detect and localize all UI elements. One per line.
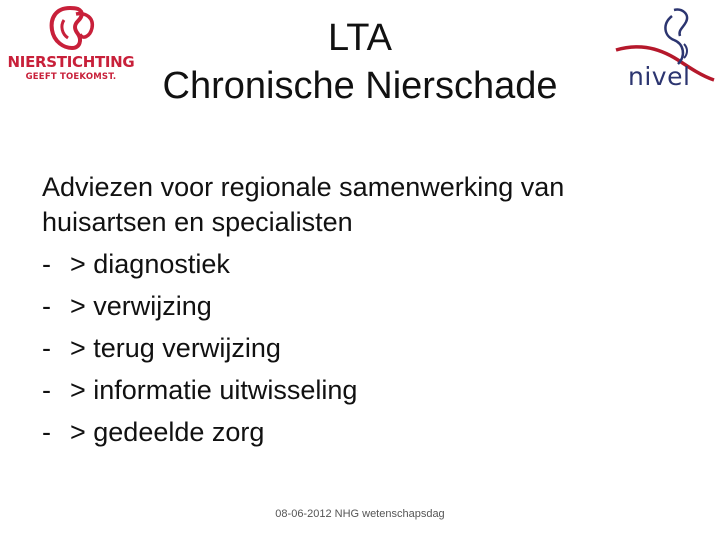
nierstichting-brand-text: NIERSTICHTING (7, 53, 135, 71)
slide-body (42, 170, 682, 453)
nierstichting-tagline: GEEFT TOEKOMST. (25, 72, 117, 82)
list-bullet: - (42, 291, 51, 321)
slide-title (100, 14, 620, 110)
list-item-text: > gedeelde zorg (70, 417, 265, 447)
list-bullet: - (42, 375, 51, 405)
list-bullet: - (42, 417, 51, 447)
slide-footer: 08-06-2012 NHG wetenschapsdag (275, 508, 445, 520)
list-item (42, 369, 682, 411)
list-item-text: > informatie uitwisseling (70, 375, 358, 405)
nivel-logo (612, 6, 716, 94)
list-item-text: > terug verwijzing (70, 333, 281, 363)
slide-title-line-2: Chronische Nierschade (162, 65, 558, 107)
list-bullet: - (42, 249, 51, 279)
nivel-brand-text: nivel (628, 62, 691, 91)
list-item-text: > diagnostiek (70, 249, 230, 279)
list-item (42, 411, 682, 453)
list-item (42, 243, 682, 285)
list-bullet: - (42, 333, 51, 363)
list-item-text: > verwijzing (70, 291, 212, 321)
slide-intro-text: Adviezen voor regionale samenwerking van huisartsen en specialisten (42, 172, 565, 237)
list-item (42, 285, 682, 327)
kidney-logo-icon (42, 4, 98, 52)
slide-title-line-1: LTA (327, 17, 393, 59)
list-item (42, 327, 682, 369)
